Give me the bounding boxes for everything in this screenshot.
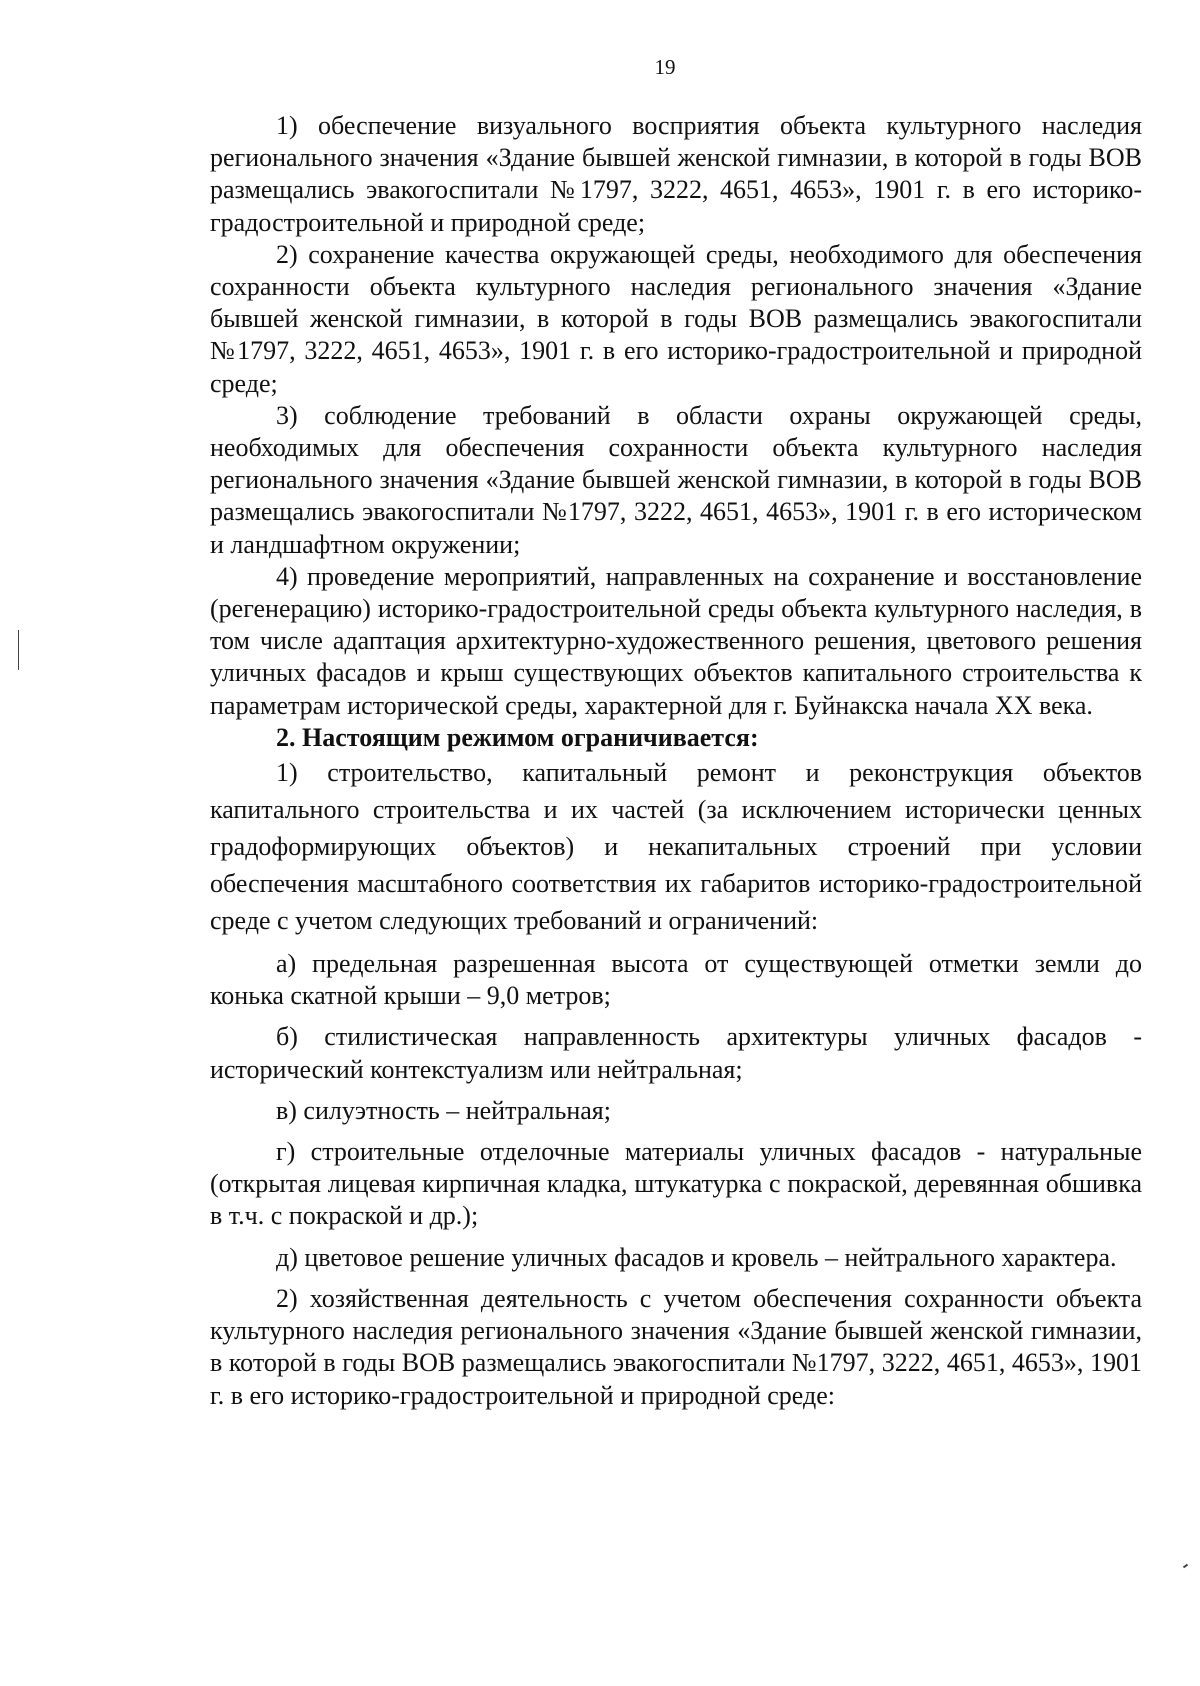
paragraph-subitem-b: б) стилистическая направленность архитектуры уличных фасадов - исторический контекстуализм или нейтральная; (210, 1022, 1142, 1084)
paragraph-restriction-1: 1) строительство, капитальный ремонт и реконструкция объектов капитального строительства и их частей (за исключением исторически ценных градоформирующих объектов) и некапитальных строений при условии обеспечения масштабного соответствия их габаритов историко-градостроительной среде с учетом следующих требований и ограничений: (210, 758, 1142, 936)
paragraph-item-4: 4) проведение мероприятий, направленных на сохранение и восстановление (регенерацию) историко-градостроительной среды объекта культурного наследия, в том числе адаптация архитектурно-художественного решения, цветового решения уличных фасадов и крыш существующих объектов капитального строительства к параметрам исторической среды, характерной для г. Буйнакска начала XX века. (210, 561, 1142, 720)
scan-artifact-left (18, 630, 19, 670)
paragraph-restriction-2: 2) хозяйственная деятельность с учетом обеспечения сохранности объекта культурного наследия регионального значения «Здание бывшей женской гимназии, в которой в годы ВОВ размещались эвакогоспитали №1797, 3222, 4651, 4653», 1901 г. в его историко-градостроительной и природной среде: (210, 1283, 1142, 1410)
paragraph-subitem-a: а) предельная разрешенная высота от существующей отметки земли до конька скатной крыши – 9,0 метров; (210, 949, 1142, 1011)
paragraph-item-3: 3) соблюдение требований в области охраны окружающей среды, необходимых для обеспечения сохранности объекта культурного наследия регионального значения «Здание бывшей женской гимназии, в которой в годы ВОВ размещались эвакогоспитали №1797, 3222, 4651, 4653», 1901 г. в его историческом и ландшафтном окружении; (210, 400, 1142, 559)
scan-artifact-right (1183, 1564, 1188, 1569)
section-heading: 2. Настоящим режимом ограничивается: (276, 722, 759, 752)
paragraph-item-1: 1) обеспечение визуального восприятия объекта культурного наследия регионального значения «Здание бывшей женской гимназии, в которой в годы ВОВ размещались эвакогоспитали №1797, 3222, 4651, 4653», 1901 г. в его историко-градостроительной и природной среде; (210, 111, 1142, 237)
paragraph-subitem-v: в) силуэтность – нейтральная; (276, 1095, 611, 1125)
paragraph-subitem-g: г) строительные отделочные материалы уличных фасадов - натуральные (открытая лицевая кирпичная кладка, штукатурка с покраской, деревянная обшивка в т.ч. с покраской и др.); (210, 1137, 1142, 1231)
page-number: 19 (654, 55, 676, 79)
document-body (210, 110, 1142, 1412)
paragraph-subitem-d: д) цветовое решение уличных фасадов и кровель – нейтрального характера. (276, 1242, 1117, 1272)
paragraph-item-2: 2) сохранение качества окружающей среды, необходимого для обеспечения сохранности объекта культурного наследия регионального значения «Здание бывшей женской гимназии, в которой в годы ВОВ размещались эвакогоспитали №1797, 3222, 4651, 4653», 1901 г. в его историко-градостроительной и природной среде; (210, 239, 1142, 398)
